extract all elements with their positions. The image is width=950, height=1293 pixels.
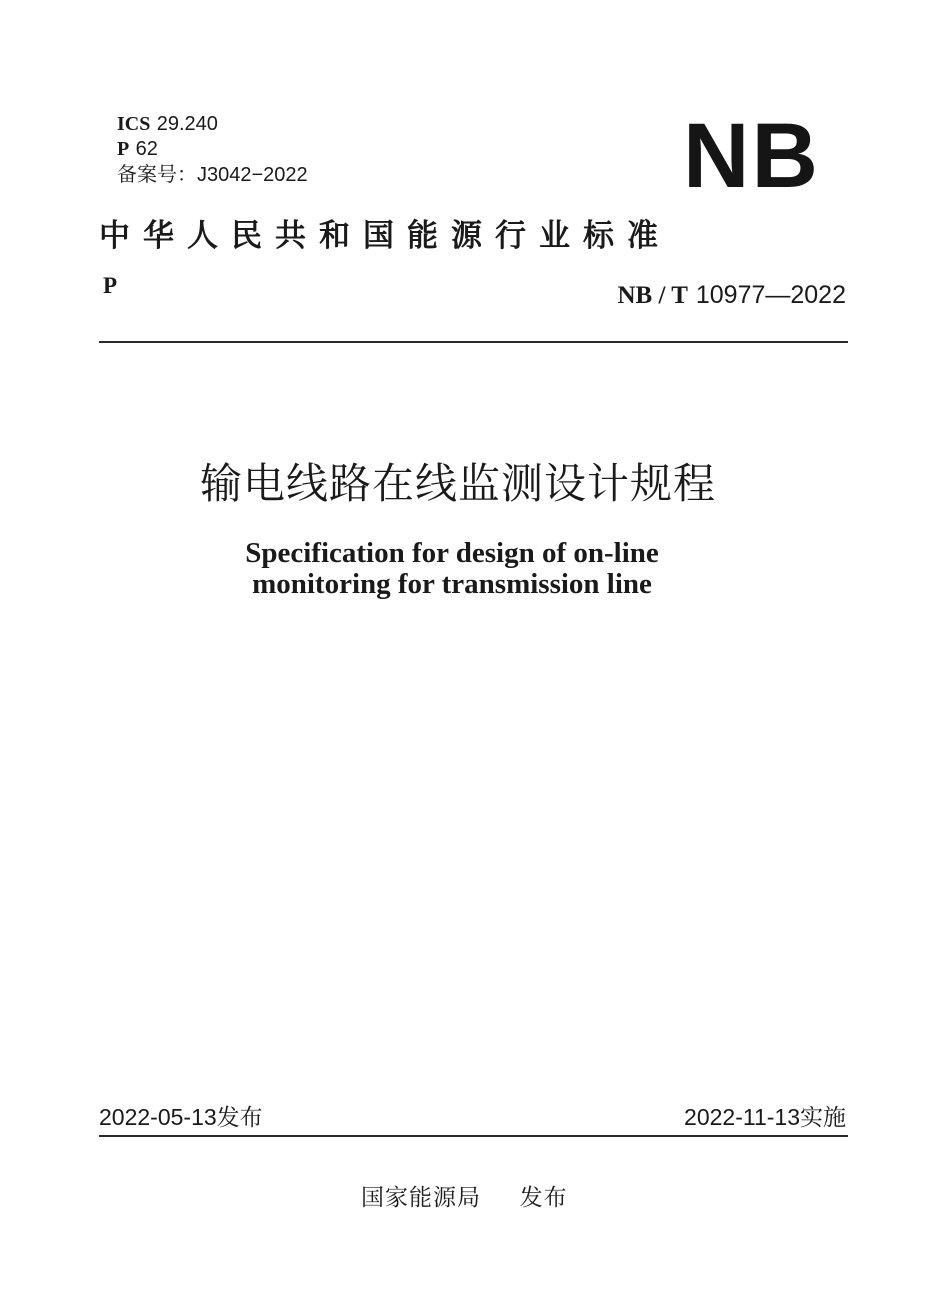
ics-label: ICS bbox=[117, 113, 151, 135]
record-number bbox=[117, 162, 308, 187]
publish-label: 发布 bbox=[519, 1185, 568, 1211]
nb-logo: NB bbox=[683, 105, 820, 207]
publisher bbox=[361, 1179, 568, 1212]
standard-number-prefix: NB / T bbox=[617, 282, 688, 309]
standard-number-value: 10977—2022 bbox=[695, 281, 846, 309]
issue-date bbox=[99, 1099, 263, 1132]
standard-organization: 中华人民共和国能源行业标准 bbox=[99, 218, 671, 254]
title-english-line2: monitoring for transmission line bbox=[252, 568, 652, 600]
ics-code bbox=[117, 111, 218, 136]
ics-value: 29.240 bbox=[156, 113, 218, 135]
title-chinese: 输电线路在线监测设计规程 bbox=[199, 459, 716, 508]
category-label: P bbox=[117, 138, 130, 160]
category-code bbox=[117, 136, 158, 161]
top-divider bbox=[99, 341, 848, 343]
classification-letter: P bbox=[103, 273, 118, 298]
publisher-name: 国家能源局 bbox=[361, 1185, 481, 1211]
record-label: 备案号： bbox=[117, 162, 197, 186]
implement-label: 实施 bbox=[800, 1105, 846, 1131]
record-value: J3042−2022 bbox=[197, 164, 308, 186]
title-english-line1: Specification for design of on-line bbox=[245, 537, 659, 569]
implement-date bbox=[684, 1099, 846, 1132]
issue-label: 发布 bbox=[216, 1105, 263, 1131]
bottom-divider bbox=[99, 1135, 848, 1137]
issue-date-value: 2022-05-13 bbox=[99, 1104, 217, 1130]
category-value: 62 bbox=[135, 138, 158, 160]
standard-number bbox=[618, 280, 847, 310]
implement-date-value: 2022-11-13 bbox=[684, 1104, 800, 1130]
